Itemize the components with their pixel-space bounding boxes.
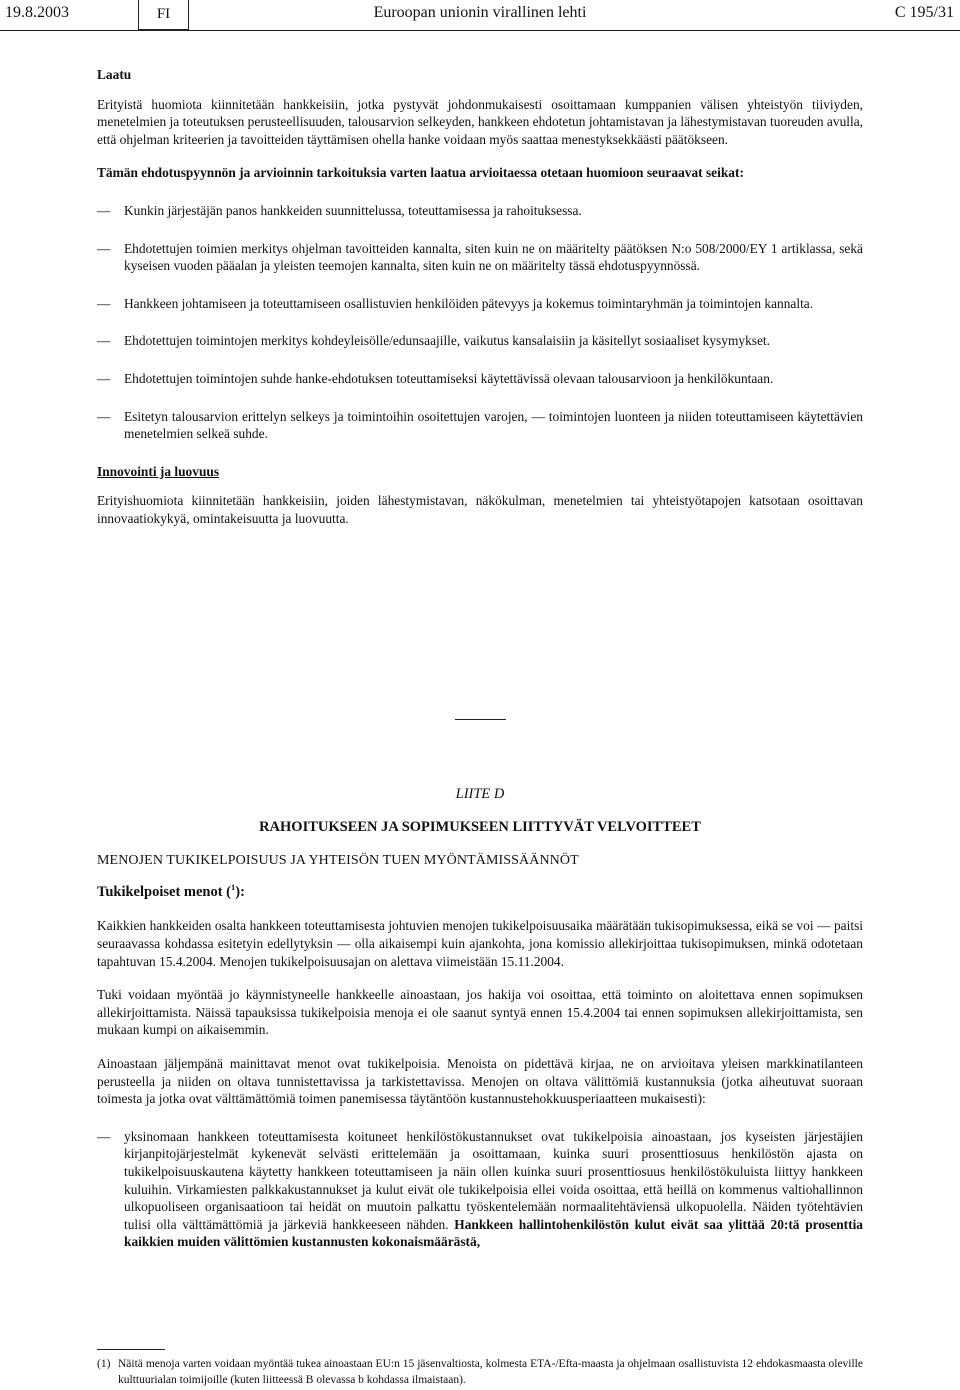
quality-intro: Erityistä huomiota kiinnitetään hankkeisiin, jotka pystyvät johdonmukaisesti osoittamaan kumppanien välisen yhteistyön tiiviyden, menetelmien ja toteutuksen perusteellisuuden, talousarvion selkeyden, hankkeen ehdotetun johtamistavan ja lähestymistavan tuoreuden avulla, että ohjelman kriteerien ja tavoitteiden täyttämisen ohella hanke voidaan myös saattaa menestyksekkäästi päätökseen.	[97, 96, 863, 147]
annex-title: RAHOITUKSEEN JA SOPIMUKSEEN LIITTYVÄT VELVOITTEET	[259, 818, 701, 835]
language-badge: FI	[138, 0, 189, 30]
list-item	[97, 240, 863, 275]
eligible-heading-suffix: ):	[235, 883, 245, 900]
footnote-mark: (1)	[97, 1358, 111, 1370]
page-reference: C 195/31	[894, 4, 954, 21]
footnote-divider	[97, 1349, 165, 1350]
list-item-text: Ehdotettujen toimien merkitys ohjelman tavoitteiden kannalta, siten kuin ne on määritelty päätöksen N:o 508/2000/EY 1 artiklassa, sekä kyseisen vuoden pääalan ja yleisten teemojen kannalta, siten kuin ne on määritelty tässä ehdotuspyynnössä.	[124, 240, 863, 274]
dash-marker: —	[97, 370, 111, 386]
dash-marker: —	[97, 333, 111, 349]
rules-heading: MENOJEN TUKIKELPOISUUS JA YHTEISÖN TUEN MYÖNTÄMISSÄÄNNÖT	[97, 853, 579, 869]
main-content	[97, 66, 863, 528]
list-item	[97, 1128, 863, 1251]
list-item-text: Ehdotettujen toimintojen merkitys kohdeyleisölle/edunsaajille, vaikutus kansalaisiin ja käsitellyt sosiaaliset kysymykset.	[124, 333, 770, 349]
list-item-bold-text: Hankkeen hallintohenkilöstön kulut eivät saa ylittää 20:tä prosenttia kaikkien muiden välittömien kustannusten kokonaismäärästä,	[124, 1216, 863, 1250]
list-item-text: Hankkeen johtamiseen ja toteuttamiseen osallistuvien henkilöiden pätevyys ja kokemus toimintaryhmän ja toimintojen kannalta.	[124, 295, 814, 311]
section-separator	[455, 719, 506, 720]
dash-marker: —	[97, 202, 111, 218]
annex-paragraph-1: Kaikkien hankkeiden osalta hankkeen toteuttamisesta johtuvien menojen tukikelpoisuusaika määrätään tukisopimuksessa, eikä se voi — paitsi seuraavassa kohdassa esitetyin edellytyksin — olla aikaisempi kuin ajankohta, jona komissio allekirjoittaa tukisopimuksen, minkä odotetaan tapahtuvan 15.4.2004. Menojen tukikelpoisuusajan on alettava viimeistään 15.11.2004.	[97, 918, 863, 969]
page-header	[0, 0, 960, 30]
annex-paragraph-2: Tuki voidaan myöntää jo käynnistyneelle hankkeelle ainoastaan, jos hakija voi osoittaa, että toiminto on aloitettava ennen sopimuksen allekirjoittamista. Näissä tapauksissa tukikelpoisia menoja ei ole saanut syntyä ennen 15.4.2004 tai ennen sopimuksen allekirjoittamista, sen mukaan kumpi on aikaisemmin.	[97, 987, 863, 1038]
dash-marker: —	[97, 240, 111, 256]
list-item-text: Kunkin järjestäjän panos hankkeiden suunnittelussa, toteuttamisessa ja rahoituksessa.	[124, 202, 582, 218]
eligible-heading-text: Tukikelpoiset menot (	[97, 883, 232, 900]
eligible-costs-heading	[97, 881, 863, 902]
list-item-text: Esitetyn talousarvion erittelyn selkeys ja toimintoihin osoitettujen varojen, — toimintojen luonteen ja niiden toteuttamiseen käytettävien menetelmien selkeä suhde.	[124, 408, 863, 442]
annex-label: LIITE D	[455, 786, 505, 802]
list-item-text: Ehdotettujen toimintojen suhde hanke-ehdotuksen toteuttamiseksi käytettävissä olevaan talousarvioon ja henkilökuntaan.	[124, 370, 774, 386]
annex-paragraph-3: Ainoastaan jäljempänä mainittavat menot ovat tukikelpoisia. Menoista on pidettävä kirjaa, ne on arvioitava yleisen markkinatilanteen perusteella ja niiden on oltava tunnistettavissa ja tarkistettavissa. Menojen on oltava välittömiä kustannuksia (jotka aiheutuvat suoraan toimesta ja jotka ovat välttämättömiä toimen panemisessa täytäntöön kustannustehokkuusperiaatteen mukaisesti):	[97, 1055, 863, 1107]
innovation-heading: Innovointi ja luovuus	[97, 463, 220, 479]
list-item	[97, 332, 863, 350]
list-item	[97, 202, 863, 220]
list-item	[97, 408, 863, 443]
dash-marker: —	[97, 408, 111, 424]
footnote	[97, 1356, 863, 1388]
dash-marker: —	[97, 295, 111, 311]
journal-title: Euroopan unionin virallinen lehti	[373, 4, 587, 21]
dash-marker: —	[97, 1128, 111, 1144]
header-divider	[0, 30, 960, 31]
quality-criteria-intro: Tämän ehdotuspyynnön ja arvioinnin tarkoituksia varten laatua arvioitaessa otetaan huomioon seuraavat seikat:	[97, 165, 744, 181]
innovation-text: Erityishuomiota kiinnitetään hankkeisiin, joiden lähestymistavan, näkökulman, menetelmien tai yhteistyötapojen katsotaan osoittavan innovaatiokykyä, omintakeisuutta ja luovuutta.	[97, 493, 863, 526]
footnote-text: Näitä menoja varten voidaan myöntää tukea ainoastaan EU:n 15 jäsenvaltiosta, kolmesta ETA-/Efta-maasta ja ohjelmaan osallistuvista 12 ehdokasmaasta oleville kulttuurialan toimijoille (kuten liitteessä B olevassa b kohdassa ilmaistaan).	[118, 1358, 863, 1386]
header-date: 19.8.2003	[5, 4, 69, 21]
quality-heading: Laatu	[97, 67, 132, 82]
list-item	[97, 370, 863, 388]
list-item	[97, 295, 863, 313]
annex-section	[97, 786, 863, 1271]
list-item-text: yksinomaan hankkeen toteuttamisesta koituneet henkilöstökustannukset ovat tukikelpoisia ainoastaan, jos kyseisten järjestäjien kirjanpitojärjestelmät kykenevät selvästi erittelemään ja osoittamaan, kuinka suuri prosenttiosuus henkilöstön ajasta on tukikelpoisuuskautena käytetty hankkeen toteuttamiseen ja näin ollen kuinka suuri prosenttiosuus henkilöstökuluista liittyy hankkeen kuluihin. Virkamiesten palkkakustannukset ja kulut eivät ole tukikelpoisia ellei voida osoittaa, että heillä on kommenus valtiohallinnon ulkopuoliseen organisaatioon tai heidät on muutoin palkattu työskentelemään normaalitehtäviensä ulkopuolella. Näiden työtehtävien tulisi olla välttämättömiä ja järkeviä hankkeeseen nähden.	[124, 1128, 863, 1232]
footnote-ref[interactable]: 1	[231, 881, 236, 892]
